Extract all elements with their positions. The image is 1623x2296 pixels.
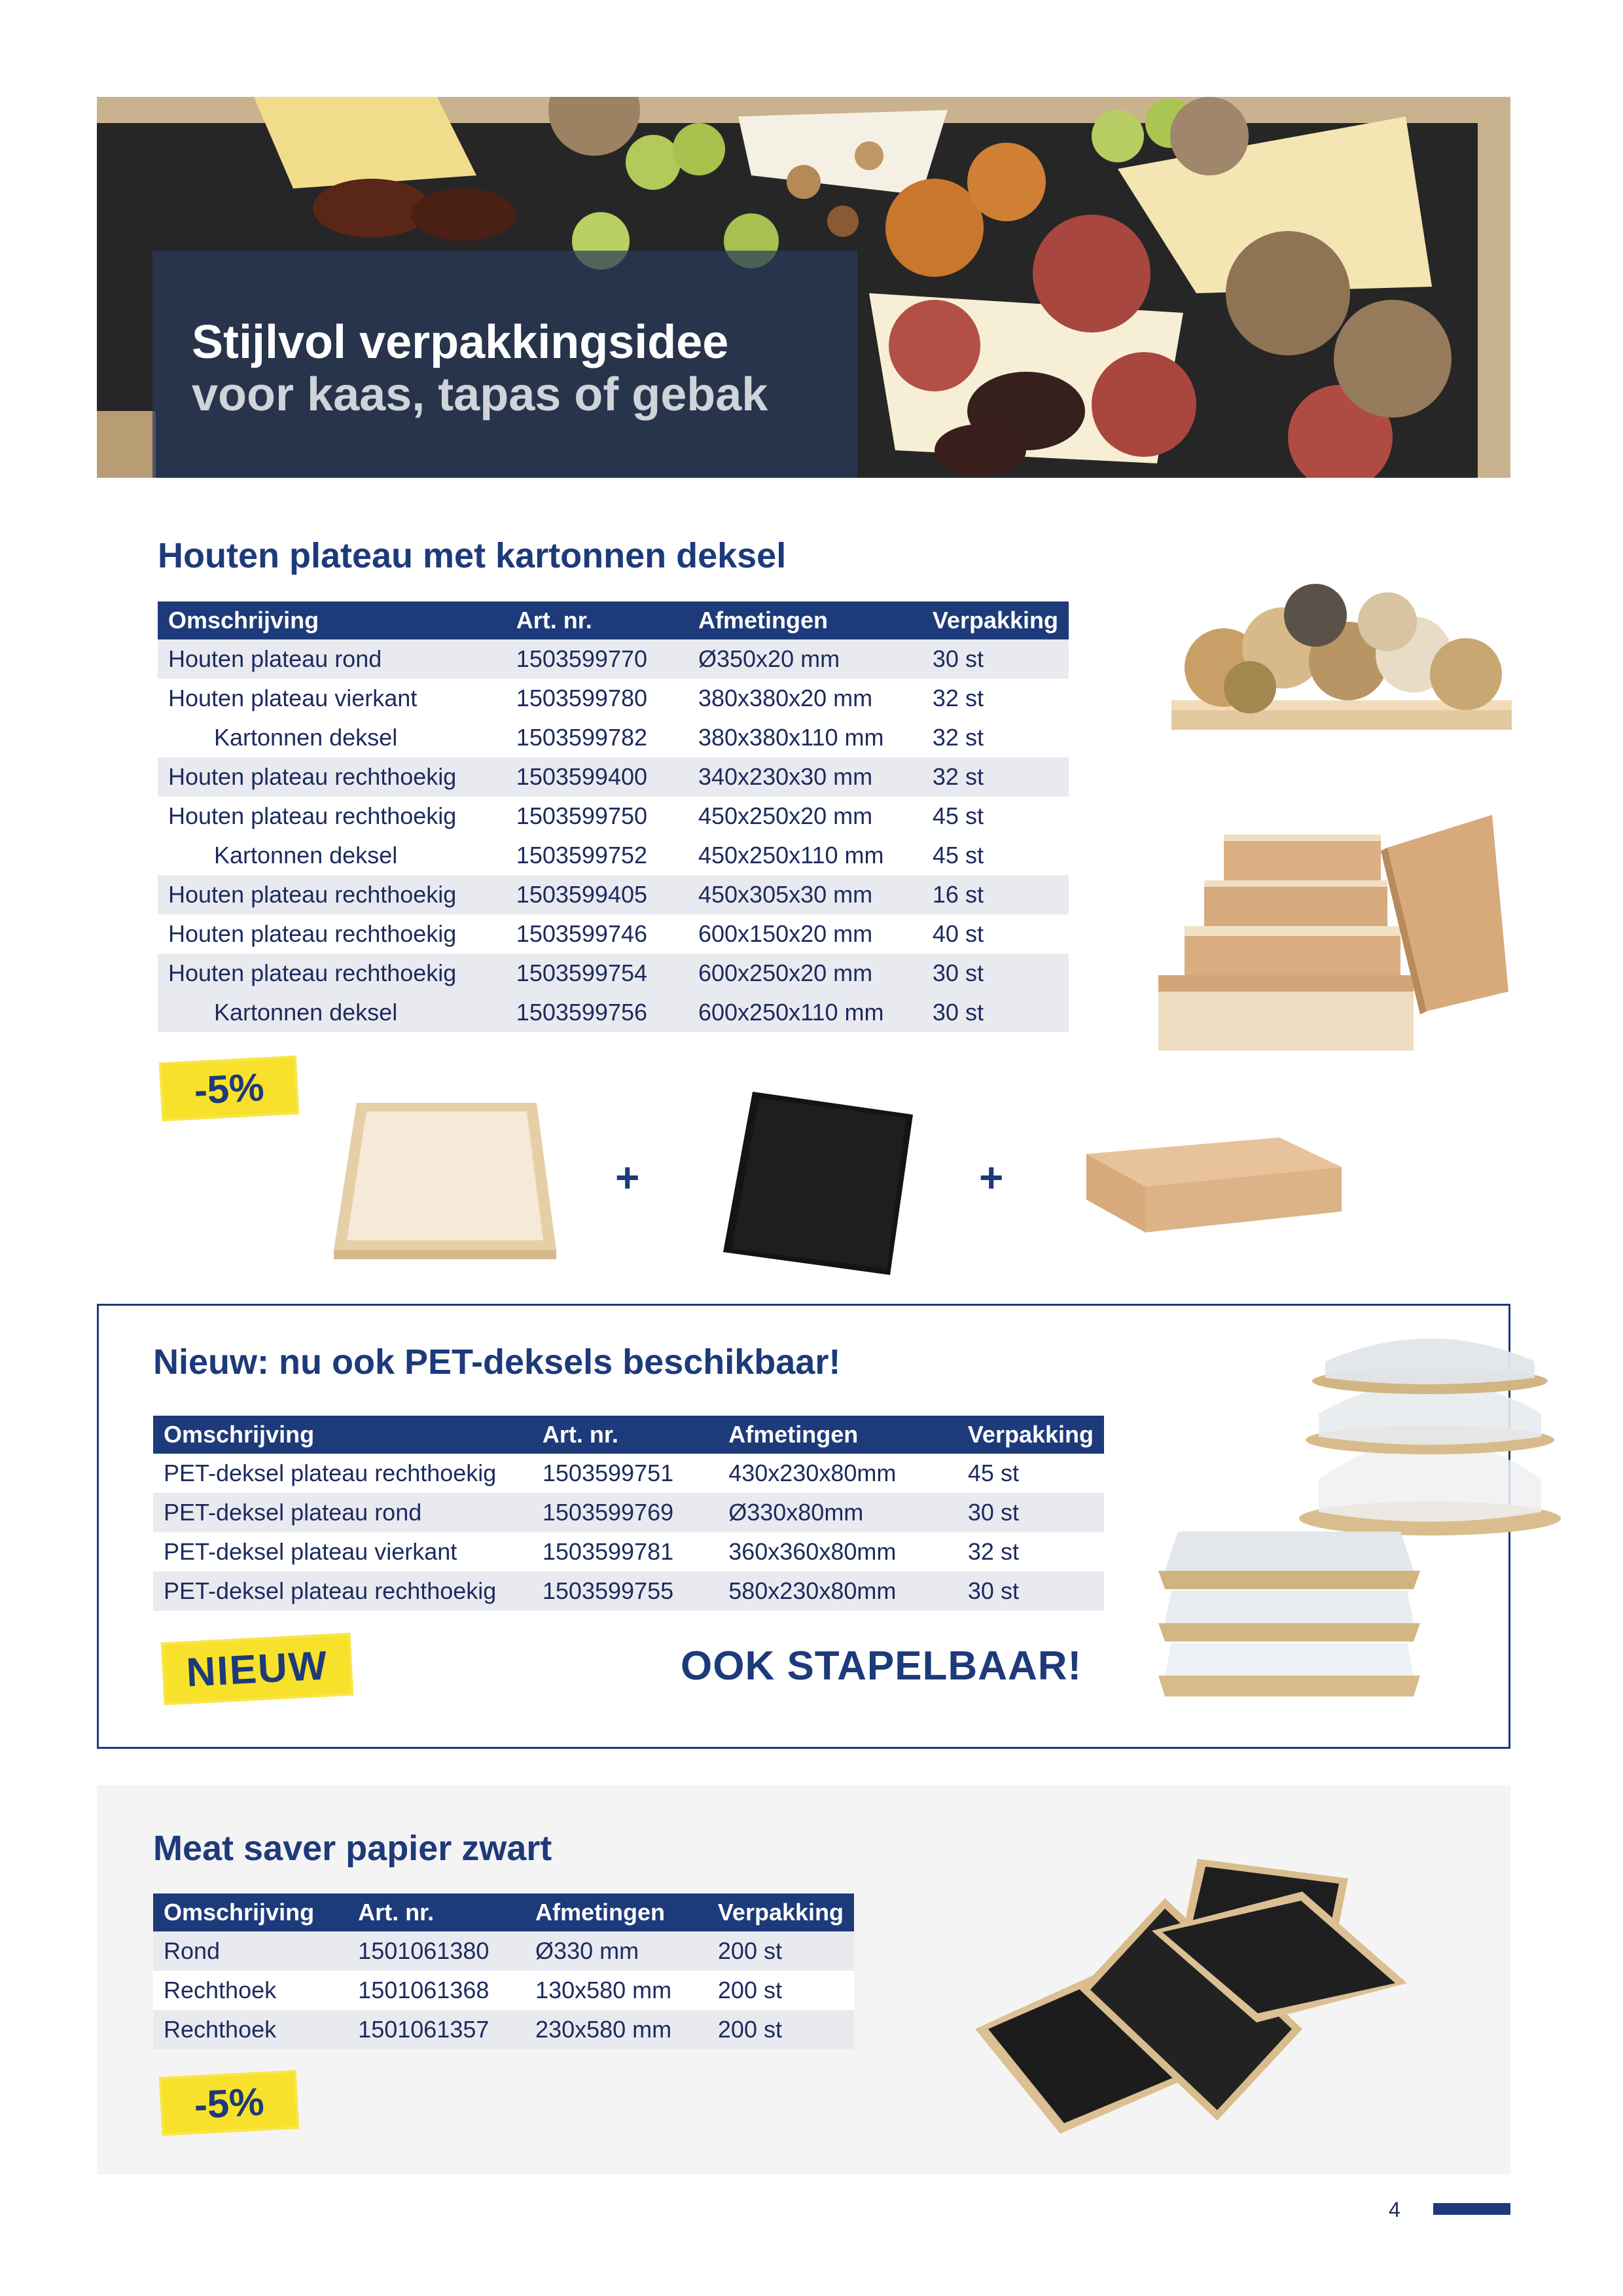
cell-article-number: 1503599755 (532, 1571, 718, 1611)
column-header: Omschrijving (153, 1893, 348, 1931)
cell-description: Houten plateau rechthoekig (158, 954, 506, 993)
cell-packaging: 16 st (922, 875, 1069, 914)
table-row (153, 1532, 1104, 1571)
cell-description: Kartonnen deksel (214, 724, 398, 751)
section-title-meat-saver: Meat saver papier zwart (153, 1829, 552, 1868)
column-header: Verpakking (922, 601, 1069, 639)
column-header: Afmetingen (525, 1893, 707, 1931)
cell-article-number: 1501061380 (348, 1931, 525, 1971)
cell-article-number: 1503599751 (542, 1460, 674, 1486)
cell-packaging: 45 st (932, 842, 984, 869)
hero-title-line1: Stijlvol verpakkingsidee (192, 316, 729, 368)
round-pet-lids-photo (1293, 1322, 1567, 1538)
product-table-pet-lids (153, 1416, 1104, 1611)
cell-article-number: 1503599405 (506, 875, 688, 914)
cell-dimensions: 580x230x80mm (718, 1571, 957, 1611)
hero-title-box (152, 251, 857, 478)
new-badge: NIEUW (161, 1632, 354, 1705)
discount-badge: -5% (159, 2070, 299, 2136)
wooden-tray-photo (330, 1100, 560, 1260)
cell-dimensions: Ø350x20 mm (688, 639, 922, 679)
cell-article-number: 1503599769 (532, 1493, 718, 1532)
cell-description: Houten plateau rechthoekig (168, 920, 457, 947)
column-header: Afmetingen (688, 601, 922, 639)
table-row (158, 993, 1069, 1032)
column-header: Omschrijving (158, 601, 506, 639)
cell-description: Rechthoek (153, 1971, 348, 2010)
cell-dimensions: 360x360x80mm (728, 1538, 897, 1565)
cell-packaging: 30 st (922, 639, 1069, 679)
table-header-row (153, 1416, 1104, 1454)
cell-dimensions: 600x150x20 mm (698, 920, 873, 947)
table-row (158, 679, 1069, 718)
column-header: Verpakking (707, 1893, 854, 1931)
table-row (158, 836, 1069, 875)
cell-description: PET-deksel plateau rechthoekig (153, 1571, 532, 1611)
table-row (153, 1454, 1104, 1493)
plus-sign: + (979, 1154, 1004, 1201)
cell-packaging: 30 st (922, 993, 1069, 1032)
cell-packaging: 45 st (932, 802, 984, 829)
table-row (153, 1971, 854, 2010)
cell-dimensions: 230x580 mm (525, 2010, 707, 2049)
table-row (158, 718, 1069, 757)
product-table-wooden-tray (158, 601, 1069, 1032)
cell-packaging: 30 st (957, 1571, 1104, 1611)
table-row (158, 797, 1069, 836)
stacked-boxes-photo (1152, 795, 1518, 1070)
hero-title-line2: voor kaas, tapas of gebak (192, 368, 768, 421)
cell-packaging: 200 st (707, 1931, 854, 1971)
plus-sign: + (615, 1154, 640, 1201)
cell-description: Kartonnen deksel (214, 842, 398, 869)
page-number: 4 (1389, 2198, 1400, 2221)
cell-description: PET-deksel plateau rond (153, 1493, 532, 1532)
section-title-pet-lids: Nieuw: nu ook PET-deksels beschikbaar! (153, 1342, 841, 1382)
page-accent-bar (1433, 2203, 1510, 2215)
table-row (158, 757, 1069, 797)
table-row (153, 1571, 1104, 1611)
table-header-row (158, 601, 1069, 639)
cell-article-number: 1503599756 (506, 993, 688, 1032)
cell-packaging: 30 st (957, 1493, 1104, 1532)
column-header: Verpakking (957, 1416, 1104, 1454)
cell-dimensions: Ø330x80mm (718, 1493, 957, 1532)
hero-banner (97, 97, 1510, 478)
cell-article-number: 1501061357 (348, 2010, 525, 2049)
table-row (158, 639, 1069, 679)
table-row (158, 954, 1069, 993)
cell-article-number: 1503599754 (506, 954, 688, 993)
cell-packaging: 200 st (707, 1971, 854, 2010)
cell-dimensions: 450x305x30 mm (688, 875, 922, 914)
cell-description: Houten plateau rond (158, 639, 506, 679)
cell-description: Rechthoek (153, 2010, 348, 2049)
cell-packaging: 32 st (922, 757, 1069, 797)
product-table-meat-saver (153, 1893, 854, 2049)
cell-dimensions: 600x250x110 mm (688, 993, 922, 1032)
cell-description: Houten plateau rechthoekig (158, 757, 506, 797)
table-row (153, 2010, 854, 2049)
cell-dimensions: 340x230x30 mm (688, 757, 922, 797)
column-header: Art. nr. (348, 1893, 525, 1931)
column-header: Omschrijving (153, 1416, 532, 1454)
cell-article-number: 1503599781 (542, 1538, 674, 1565)
rectangular-pet-lids-photo (1152, 1525, 1427, 1698)
cell-dimensions: 450x250x20 mm (698, 802, 873, 829)
cell-article-number: 1501061368 (348, 1971, 525, 2010)
cell-dimensions: Ø330 mm (525, 1931, 707, 1971)
table-header-row (153, 1893, 854, 1931)
cell-description: Houten plateau vierkant (168, 685, 418, 711)
cell-dimensions: 600x250x20 mm (688, 954, 922, 993)
cell-description: Kartonnen deksel (158, 993, 506, 1032)
cell-dimensions: 380x380x20 mm (698, 685, 873, 711)
cell-dimensions: 130x580 mm (525, 1971, 707, 2010)
cell-article-number: 1503599752 (516, 842, 648, 869)
cell-article-number: 1503599782 (516, 724, 648, 751)
stackable-label: OOK STAPELBAAR! (681, 1643, 1082, 1689)
cell-dimensions: 450x250x110 mm (698, 842, 884, 869)
table-row (153, 1931, 854, 1971)
cell-description: PET-deksel plateau rechthoekig (164, 1460, 497, 1486)
cell-article-number: 1503599770 (506, 639, 688, 679)
cell-packaging: 30 st (922, 954, 1069, 993)
table-row (153, 1493, 1104, 1532)
cell-article-number: 1503599400 (506, 757, 688, 797)
cell-article-number: 1503599780 (516, 685, 648, 711)
column-header: Art. nr. (532, 1416, 718, 1454)
discount-badge: -5% (159, 1056, 299, 1122)
cell-dimensions: 430x230x80mm (728, 1460, 897, 1486)
cell-packaging: 45 st (967, 1460, 1019, 1486)
meat-saver-trays-photo (962, 1852, 1446, 2140)
cell-packaging: 32 st (967, 1538, 1019, 1565)
bread-tray-photo (1165, 576, 1518, 733)
table-row (158, 914, 1069, 954)
table-row (158, 875, 1069, 914)
column-header: Art. nr. (506, 601, 688, 639)
cell-dimensions: 380x380x110 mm (698, 724, 884, 751)
cell-description: Houten plateau rechthoekig (158, 875, 506, 914)
black-paper-photo (720, 1088, 916, 1278)
cell-article-number: 1503599750 (516, 802, 648, 829)
cell-packaging: 32 st (932, 724, 984, 751)
cell-description: Houten plateau rechthoekig (168, 802, 457, 829)
cell-article-number: 1503599746 (516, 920, 648, 947)
kraft-lid-photo (1083, 1134, 1345, 1236)
section-title-wooden-tray: Houten plateau met kartonnen deksel (158, 536, 787, 575)
column-header: Afmetingen (718, 1416, 957, 1454)
cell-packaging: 200 st (707, 2010, 854, 2049)
cell-packaging: 32 st (932, 685, 984, 711)
cell-description: PET-deksel plateau vierkant (164, 1538, 457, 1565)
cell-description: Rond (153, 1931, 348, 1971)
cell-packaging: 40 st (932, 920, 984, 947)
